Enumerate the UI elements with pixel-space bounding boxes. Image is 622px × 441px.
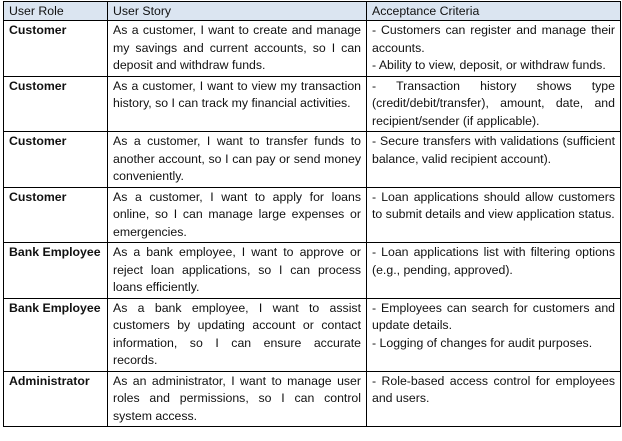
table-row xyxy=(4,371,621,427)
table-row xyxy=(4,76,621,132)
header-acceptance-criteria: Acceptance Criteria xyxy=(367,2,621,21)
criteria-item: - Employees can search for customers and update details. xyxy=(372,300,615,332)
criteria-item: - Loan applications should allow customers to submit details and view application status. xyxy=(372,189,615,221)
criteria-item: - Secure transfers with validations (sufficient balance, valid recipient account). xyxy=(372,134,615,166)
story-cell: As a customer, I want to transfer funds to another account, so I can pay or send money conveniently. xyxy=(108,132,367,188)
criteria-item: - Customers can register and manage their accounts. xyxy=(372,23,615,55)
role-cell: Bank Employee xyxy=(4,298,108,371)
criteria-cell xyxy=(367,243,621,299)
criteria-item: - Loan applications list with filtering options (e.g., pending, approved). xyxy=(372,245,615,277)
role-cell: Customer xyxy=(4,76,108,132)
criteria-item: - Transaction history shows type (credit/debit/transfer), amount, date, and recipient/sender (if applicable). xyxy=(372,78,615,128)
criteria-cell xyxy=(367,21,621,77)
criteria-item: - Ability to view, deposit, or withdraw funds. xyxy=(372,58,606,72)
role-cell: Customer xyxy=(4,21,108,77)
story-cell: As a customer, I want to create and manage my savings and current accounts, so I can deposit and withdraw funds. xyxy=(108,21,367,77)
role-cell: Customer xyxy=(4,132,108,188)
role-cell: Customer xyxy=(4,187,108,243)
header-row xyxy=(4,2,621,21)
criteria-cell xyxy=(367,371,621,427)
story-cell: As a bank employee, I want to approve or reject loan applications, so I can process loans efficiently. xyxy=(108,243,367,299)
role-cell: Administrator xyxy=(4,371,108,427)
header-user-story: User Story xyxy=(108,2,367,21)
user-stories-table xyxy=(3,1,621,427)
criteria-item: - Logging of changes for audit purposes. xyxy=(372,335,593,350)
table-row xyxy=(4,298,621,371)
criteria-cell xyxy=(367,132,621,188)
story-cell: As an administrator, I want to manage user roles and permissions, so I can control system access. xyxy=(108,371,367,427)
header-user-role: User Role xyxy=(4,2,108,21)
story-cell: As a customer, I want to apply for loans online, so I can manage large expenses or emergencies. xyxy=(108,187,367,243)
criteria-cell xyxy=(367,187,621,243)
table-row xyxy=(4,132,621,188)
table-row xyxy=(4,187,621,243)
table-row xyxy=(4,21,621,77)
criteria-item: - Role-based access control for employees and users. xyxy=(372,373,615,405)
story-cell: As a customer, I want to view my transaction history, so I can track my financial activities. xyxy=(108,76,367,132)
criteria-cell xyxy=(367,298,621,371)
criteria-cell xyxy=(367,76,621,132)
role-cell: Bank Employee xyxy=(4,243,108,299)
story-cell: As a bank employee, I want to assist customers by updating account or contact information, so I can ensure accurate records. xyxy=(108,298,367,371)
table-row xyxy=(4,243,621,299)
